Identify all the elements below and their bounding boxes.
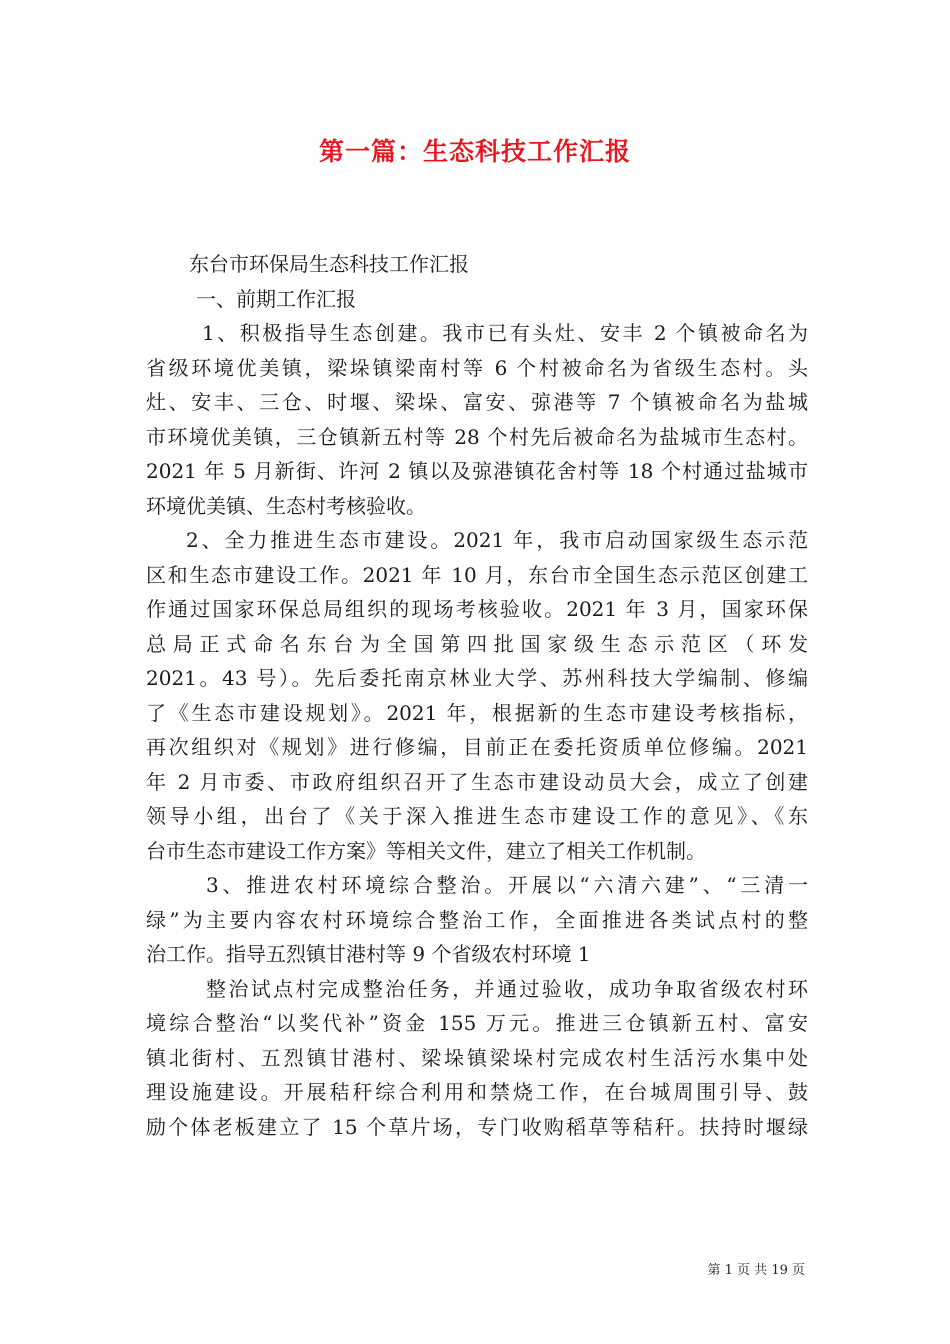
paragraph-line: 总局正式命名东台为全国第四批国家级生态示范区（环发 bbox=[146, 631, 808, 656]
paragraph-line: 了《生态市建设规划》。2021 年，根据新的生态市建设考核指标， bbox=[146, 700, 808, 725]
paragraph-line: 理设施建设。开展秸秆综合利用和禁烧工作，在台城周围引导、鼓 bbox=[146, 1080, 808, 1104]
document-title: 第一篇：生态科技工作汇报 bbox=[318, 137, 631, 166]
section-heading: 一、前期工作汇报 bbox=[196, 286, 356, 311]
paragraph-line: 境综合整治“以奖代补”资金 155 万元。推进三仓镇新五村、富安 bbox=[146, 1011, 808, 1035]
paragraph-line: 绿”为主要内容农村环境综合整治工作，全面推进各类试点村的整 bbox=[146, 907, 808, 932]
paragraph-line: 镇北街村、五烈镇甘港村、梁垛镇梁垛村完成农村生活污水集中处 bbox=[146, 1045, 808, 1070]
paragraph-line: 市环境优美镇，三仓镇新五村等 28 个村先后被命名为盐城市生态村。 bbox=[146, 424, 808, 449]
paragraph-line: 作通过国家环保总局组织的现场考核验收。2021 年 3 月，国家环保 bbox=[146, 597, 808, 621]
paragraph-line: 励个体老板建立了 15 个草片场，专门收购稻草等秸秆。扶持时堰绿 bbox=[146, 1114, 808, 1139]
paragraph-line: 2021。43 号）。先后委托南京林业大学、苏州科技大学编制、修编 bbox=[146, 666, 808, 690]
paragraph-line: 治工作。指导五烈镇甘港村等 9 个省级农村环境 1 bbox=[146, 942, 591, 966]
paragraph-line: 领导小组，出台了《关于深入推进生态市建设工作的意见》、《东 bbox=[146, 804, 808, 828]
paragraph-line: 2021 年 5 月新街、许河 2 镇以及弶港镇花舍村等 18 个村通过盐城市 bbox=[146, 459, 808, 483]
paragraph-line: 台市生态市建设工作方案》等相关文件，建立了相关工作机制。 bbox=[146, 838, 706, 863]
paragraph-line: 环境优美镇、生态村考核验收。 bbox=[146, 493, 426, 518]
paragraph-line: 区和生态市建设工作。2021 年 10 月，东台市全国生态示范区创建工 bbox=[146, 562, 808, 587]
paragraph-line: 灶、安丰、三仓、时堰、梁垛、富安、弶港等 7 个镇被命名为盐城 bbox=[146, 390, 808, 414]
paragraph-line: 年 2 月市委、市政府组织召开了生态市建设动员大会，成立了创建 bbox=[146, 769, 808, 794]
report-heading: 东台市环保局生态科技工作汇报 bbox=[189, 252, 469, 276]
paragraph-line: 1、积极指导生态创建。我市已有头灶、安丰 2 个镇被命名为 bbox=[202, 321, 808, 345]
paragraph-line: 整治试点村完成整治任务，并通过验收，成功争取省级农村环 bbox=[206, 976, 808, 1001]
page-number-footer: 第 1 页 共 19 页 bbox=[707, 1263, 805, 1278]
paragraph-line: 再次组织对《规划》进行修编，目前正在委托资质单位修编。2021 bbox=[146, 735, 808, 759]
paragraph-line: 2、全力推进生态市建设。2021 年，我市启动国家级生态示范 bbox=[186, 528, 808, 552]
paragraph-line: 3、推进农村环境综合整治。开展以“六清六建”、“三清一 bbox=[206, 873, 808, 897]
document-body bbox=[146, 247, 808, 1144]
paragraph-line: 省级环境优美镇，梁垛镇梁南村等 6 个村被命名为省级生态村。头 bbox=[146, 355, 808, 380]
